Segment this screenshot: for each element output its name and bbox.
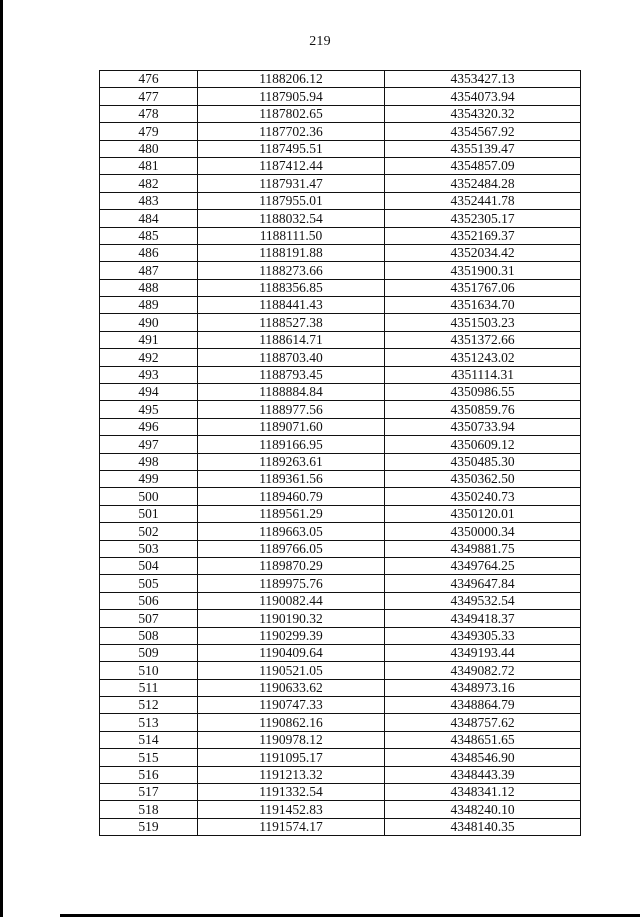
y-coordinate-cell: 4351767.06 bbox=[385, 279, 581, 296]
table-row bbox=[100, 818, 581, 835]
x-coordinate-cell: 1190633.62 bbox=[198, 679, 385, 696]
y-coordinate-cell: 4350240.73 bbox=[385, 488, 581, 505]
y-coordinate-cell: 4354857.09 bbox=[385, 157, 581, 174]
point-number-cell: 504 bbox=[100, 557, 198, 574]
y-coordinate-cell: 4351372.66 bbox=[385, 331, 581, 348]
x-coordinate-cell: 1189663.05 bbox=[198, 523, 385, 540]
table-row bbox=[100, 331, 581, 348]
point-number-cell: 515 bbox=[100, 749, 198, 766]
y-coordinate-cell: 4349532.54 bbox=[385, 592, 581, 609]
y-coordinate-cell: 4348140.35 bbox=[385, 818, 581, 835]
y-coordinate-cell: 4352169.37 bbox=[385, 227, 581, 244]
coordinates-table-body bbox=[100, 71, 581, 836]
point-number-cell: 484 bbox=[100, 210, 198, 227]
point-number-cell: 510 bbox=[100, 662, 198, 679]
y-coordinate-cell: 4351503.23 bbox=[385, 314, 581, 331]
point-number-cell: 507 bbox=[100, 610, 198, 627]
table-row bbox=[100, 140, 581, 157]
point-number-cell: 503 bbox=[100, 540, 198, 557]
y-coordinate-cell: 4350733.94 bbox=[385, 418, 581, 435]
table-row bbox=[100, 575, 581, 592]
y-coordinate-cell: 4350485.30 bbox=[385, 453, 581, 470]
x-coordinate-cell: 1188206.12 bbox=[198, 71, 385, 88]
point-number-cell: 514 bbox=[100, 731, 198, 748]
table-row bbox=[100, 314, 581, 331]
y-coordinate-cell: 4354073.94 bbox=[385, 88, 581, 105]
point-number-cell: 516 bbox=[100, 766, 198, 783]
table-row bbox=[100, 244, 581, 261]
y-coordinate-cell: 4350859.76 bbox=[385, 401, 581, 418]
x-coordinate-cell: 1190747.33 bbox=[198, 697, 385, 714]
x-coordinate-cell: 1190082.44 bbox=[198, 592, 385, 609]
x-coordinate-cell: 1188703.40 bbox=[198, 349, 385, 366]
table-row bbox=[100, 540, 581, 557]
point-number-cell: 512 bbox=[100, 697, 198, 714]
x-coordinate-cell: 1189766.05 bbox=[198, 540, 385, 557]
y-coordinate-cell: 4350609.12 bbox=[385, 436, 581, 453]
y-coordinate-cell: 4349418.37 bbox=[385, 610, 581, 627]
point-number-cell: 502 bbox=[100, 523, 198, 540]
x-coordinate-cell: 1188441.43 bbox=[198, 297, 385, 314]
table-row bbox=[100, 227, 581, 244]
x-coordinate-cell: 1188356.85 bbox=[198, 279, 385, 296]
point-number-cell: 494 bbox=[100, 384, 198, 401]
y-coordinate-cell: 4351114.31 bbox=[385, 366, 581, 383]
point-number-cell: 493 bbox=[100, 366, 198, 383]
table-row bbox=[100, 297, 581, 314]
table-row bbox=[100, 453, 581, 470]
point-number-cell: 496 bbox=[100, 418, 198, 435]
x-coordinate-cell: 1188977.56 bbox=[198, 401, 385, 418]
x-coordinate-cell: 1188032.54 bbox=[198, 210, 385, 227]
scan-edge-left bbox=[0, 0, 3, 917]
point-number-cell: 477 bbox=[100, 88, 198, 105]
point-number-cell: 513 bbox=[100, 714, 198, 731]
x-coordinate-cell: 1191213.32 bbox=[198, 766, 385, 783]
y-coordinate-cell: 4348757.62 bbox=[385, 714, 581, 731]
y-coordinate-cell: 4349647.84 bbox=[385, 575, 581, 592]
table-row bbox=[100, 714, 581, 731]
coordinates-table bbox=[99, 70, 581, 836]
x-coordinate-cell: 1190521.05 bbox=[198, 662, 385, 679]
point-number-cell: 517 bbox=[100, 784, 198, 801]
point-number-cell: 476 bbox=[100, 71, 198, 88]
y-coordinate-cell: 4351243.02 bbox=[385, 349, 581, 366]
x-coordinate-cell: 1189561.29 bbox=[198, 505, 385, 522]
x-coordinate-cell: 1188273.66 bbox=[198, 262, 385, 279]
y-coordinate-cell: 4349764.25 bbox=[385, 557, 581, 574]
table-row bbox=[100, 157, 581, 174]
point-number-cell: 480 bbox=[100, 140, 198, 157]
table-row bbox=[100, 557, 581, 574]
x-coordinate-cell: 1188614.71 bbox=[198, 331, 385, 348]
table-row bbox=[100, 436, 581, 453]
x-coordinate-cell: 1187802.65 bbox=[198, 105, 385, 122]
x-coordinate-cell: 1188527.38 bbox=[198, 314, 385, 331]
point-number-cell: 501 bbox=[100, 505, 198, 522]
y-coordinate-cell: 4349193.44 bbox=[385, 644, 581, 661]
point-number-cell: 485 bbox=[100, 227, 198, 244]
x-coordinate-cell: 1190409.64 bbox=[198, 644, 385, 661]
point-number-cell: 495 bbox=[100, 401, 198, 418]
y-coordinate-cell: 4352305.17 bbox=[385, 210, 581, 227]
point-number-cell: 509 bbox=[100, 644, 198, 661]
point-number-cell: 490 bbox=[100, 314, 198, 331]
y-coordinate-cell: 4350986.55 bbox=[385, 384, 581, 401]
table-row bbox=[100, 262, 581, 279]
point-number-cell: 487 bbox=[100, 262, 198, 279]
x-coordinate-cell: 1189166.95 bbox=[198, 436, 385, 453]
y-coordinate-cell: 4353427.13 bbox=[385, 71, 581, 88]
table-row bbox=[100, 279, 581, 296]
table-row bbox=[100, 749, 581, 766]
x-coordinate-cell: 1187495.51 bbox=[198, 140, 385, 157]
point-number-cell: 511 bbox=[100, 679, 198, 696]
table-row bbox=[100, 610, 581, 627]
table-row bbox=[100, 488, 581, 505]
x-coordinate-cell: 1189460.79 bbox=[198, 488, 385, 505]
y-coordinate-cell: 4349305.33 bbox=[385, 627, 581, 644]
x-coordinate-cell: 1187955.01 bbox=[198, 192, 385, 209]
table-row bbox=[100, 644, 581, 661]
x-coordinate-cell: 1189071.60 bbox=[198, 418, 385, 435]
point-number-cell: 508 bbox=[100, 627, 198, 644]
x-coordinate-cell: 1187702.36 bbox=[198, 123, 385, 140]
point-number-cell: 486 bbox=[100, 244, 198, 261]
y-coordinate-cell: 4348341.12 bbox=[385, 784, 581, 801]
table-row bbox=[100, 679, 581, 696]
x-coordinate-cell: 1190299.39 bbox=[198, 627, 385, 644]
point-number-cell: 492 bbox=[100, 349, 198, 366]
y-coordinate-cell: 4350362.50 bbox=[385, 470, 581, 487]
x-coordinate-cell: 1189975.76 bbox=[198, 575, 385, 592]
table-row bbox=[100, 697, 581, 714]
y-coordinate-cell: 4355139.47 bbox=[385, 140, 581, 157]
point-number-cell: 518 bbox=[100, 801, 198, 818]
x-coordinate-cell: 1189870.29 bbox=[198, 557, 385, 574]
x-coordinate-cell: 1190190.32 bbox=[198, 610, 385, 627]
table-row bbox=[100, 192, 581, 209]
y-coordinate-cell: 4348973.16 bbox=[385, 679, 581, 696]
point-number-cell: 491 bbox=[100, 331, 198, 348]
table-row bbox=[100, 801, 581, 818]
table-row bbox=[100, 470, 581, 487]
x-coordinate-cell: 1188111.50 bbox=[198, 227, 385, 244]
y-coordinate-cell: 4351900.31 bbox=[385, 262, 581, 279]
y-coordinate-cell: 4350120.01 bbox=[385, 505, 581, 522]
y-coordinate-cell: 4352034.42 bbox=[385, 244, 581, 261]
table-row bbox=[100, 175, 581, 192]
x-coordinate-cell: 1187412.44 bbox=[198, 157, 385, 174]
y-coordinate-cell: 4348546.90 bbox=[385, 749, 581, 766]
x-coordinate-cell: 1190862.16 bbox=[198, 714, 385, 731]
table-row bbox=[100, 784, 581, 801]
x-coordinate-cell: 1191332.54 bbox=[198, 784, 385, 801]
y-coordinate-cell: 4348240.10 bbox=[385, 801, 581, 818]
x-coordinate-cell: 1187931.47 bbox=[198, 175, 385, 192]
table-row bbox=[100, 401, 581, 418]
page-number: 219 bbox=[309, 34, 331, 49]
y-coordinate-cell: 4348651.65 bbox=[385, 731, 581, 748]
point-number-cell: 478 bbox=[100, 105, 198, 122]
y-coordinate-cell: 4352441.78 bbox=[385, 192, 581, 209]
point-number-cell: 479 bbox=[100, 123, 198, 140]
x-coordinate-cell: 1191095.17 bbox=[198, 749, 385, 766]
y-coordinate-cell: 4352484.28 bbox=[385, 175, 581, 192]
y-coordinate-cell: 4354567.92 bbox=[385, 123, 581, 140]
x-coordinate-cell: 1188884.84 bbox=[198, 384, 385, 401]
point-number-cell: 498 bbox=[100, 453, 198, 470]
table-row bbox=[100, 384, 581, 401]
point-number-cell: 482 bbox=[100, 175, 198, 192]
y-coordinate-cell: 4354320.32 bbox=[385, 105, 581, 122]
table-row bbox=[100, 88, 581, 105]
x-coordinate-cell: 1189263.61 bbox=[198, 453, 385, 470]
y-coordinate-cell: 4348443.39 bbox=[385, 766, 581, 783]
point-number-cell: 489 bbox=[100, 297, 198, 314]
x-coordinate-cell: 1191574.17 bbox=[198, 818, 385, 835]
x-coordinate-cell: 1187905.94 bbox=[198, 88, 385, 105]
table-row bbox=[100, 105, 581, 122]
x-coordinate-cell: 1188191.88 bbox=[198, 244, 385, 261]
y-coordinate-cell: 4348864.79 bbox=[385, 697, 581, 714]
table-row bbox=[100, 349, 581, 366]
table-row bbox=[100, 766, 581, 783]
y-coordinate-cell: 4351634.70 bbox=[385, 297, 581, 314]
table-row bbox=[100, 592, 581, 609]
x-coordinate-cell: 1188793.45 bbox=[198, 366, 385, 383]
point-number-cell: 506 bbox=[100, 592, 198, 609]
table-row bbox=[100, 662, 581, 679]
table-row bbox=[100, 627, 581, 644]
y-coordinate-cell: 4350000.34 bbox=[385, 523, 581, 540]
x-coordinate-cell: 1189361.56 bbox=[198, 470, 385, 487]
table-row bbox=[100, 71, 581, 88]
table-row bbox=[100, 210, 581, 227]
point-number-cell: 505 bbox=[100, 575, 198, 592]
table-row bbox=[100, 123, 581, 140]
table-row bbox=[100, 366, 581, 383]
table-row bbox=[100, 505, 581, 522]
x-coordinate-cell: 1190978.12 bbox=[198, 731, 385, 748]
x-coordinate-cell: 1191452.83 bbox=[198, 801, 385, 818]
table-row bbox=[100, 418, 581, 435]
y-coordinate-cell: 4349082.72 bbox=[385, 662, 581, 679]
point-number-cell: 481 bbox=[100, 157, 198, 174]
y-coordinate-cell: 4349881.75 bbox=[385, 540, 581, 557]
point-number-cell: 488 bbox=[100, 279, 198, 296]
table-row bbox=[100, 523, 581, 540]
point-number-cell: 499 bbox=[100, 470, 198, 487]
table-row bbox=[100, 731, 581, 748]
point-number-cell: 519 bbox=[100, 818, 198, 835]
point-number-cell: 500 bbox=[100, 488, 198, 505]
point-number-cell: 483 bbox=[100, 192, 198, 209]
point-number-cell: 497 bbox=[100, 436, 198, 453]
